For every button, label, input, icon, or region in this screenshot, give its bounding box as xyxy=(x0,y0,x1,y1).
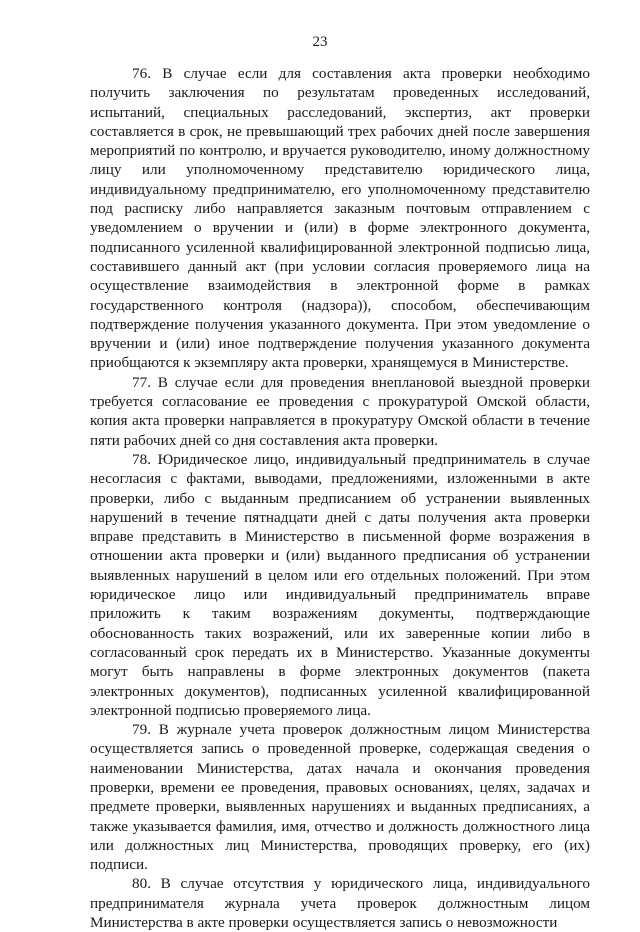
paragraph-79: 79. В журнале учета проверок должностным лицом Министерства осуществляется запись о проведенной проверке, содержащая сведения о наименовании Министерства, датах начала и окончания проведения проверки, времени ее проведения, правовых основаниях, целях, задачах и предмете проверки, выявленных нарушениях и выданных предписаниях, а также указывается фамилия, имя, отчество и должность должностного лица или должностных лиц Министерства, проводящих проверку, его (их) подписи. xyxy=(90,721,590,874)
page-number: 23 xyxy=(312,34,328,50)
paragraph-76: 76. В случае если для составления акта проверки необходимо получить заключения по результатам проведенных исследований, испытаний, специальных расследований, экспертиз, акт проверки составляется в срок, не превышающий трех рабочих дней после завершения мероприятий по контролю, и вручается руководителю, иному должностному лицу или уполномоченному представителю юридического лица, индивидуальному предпринимателю, его уполномоченному представителю под расписку либо направляется заказным почтовым отправлением с уведомлением о вручении и (или) в форме электронного документа, подписанного усиленной квалифицированной электронной подписью лица, составившего данный акт (при условии согласия проверяемого лица на осуществление взаимодействия в электронной форме в рамках государственного контроля (надзора)), способом, обеспечивающим подтверждение получения указанного документа. При этом уведомление о вручении и (или) иное подтверждение получения указанного документа приобщаются к экземпляру акта проверки, хранящемуся в Министерстве. xyxy=(90,65,590,372)
paragraph-77: 77. В случае если для проведения внеплановой выездной проверки требуется согласование ее проведения с прокуратурой Омской области, копия акта проверки направляется в прокуратуру Омской области в течение пяти рабочих дней со дня составления акта проверки. xyxy=(90,373,590,449)
document-body xyxy=(90,64,590,932)
paragraph-80: 80. В случае отсутствия у юридического лица, индивидуального предпринимателя журнала учета проверок должностным лицом Министерства в акте проверки осуществляется запись о невозможности xyxy=(90,875,590,932)
paragraph-78: 78. Юридическое лицо, индивидуальный предприниматель в случае несогласия с фактами, выводами, предложениями, изложенными в акте проверки, либо с выданным предписанием об устранении выявленных нарушений в течение пятнадцати дней с даты получения акта проверки вправе представить в Министерство в письменной форме возражения в отношении акта проверки и (или) выданного предписания об устранении выявленных нарушений в целом или его отдельных положений. При этом юридическое лицо или индивидуальный предприниматель вправе приложить к таким возражениям документы, подтверждающие обоснованность таких возражений, или их заверенные копии либо в согласованный срок передать их в Министерство. Указанные документы могут быть направлены в форме электронных документов (пакета электронных документов), подписанных усиленной квалифицированной электронной подписью проверяемого лица. xyxy=(90,450,590,719)
